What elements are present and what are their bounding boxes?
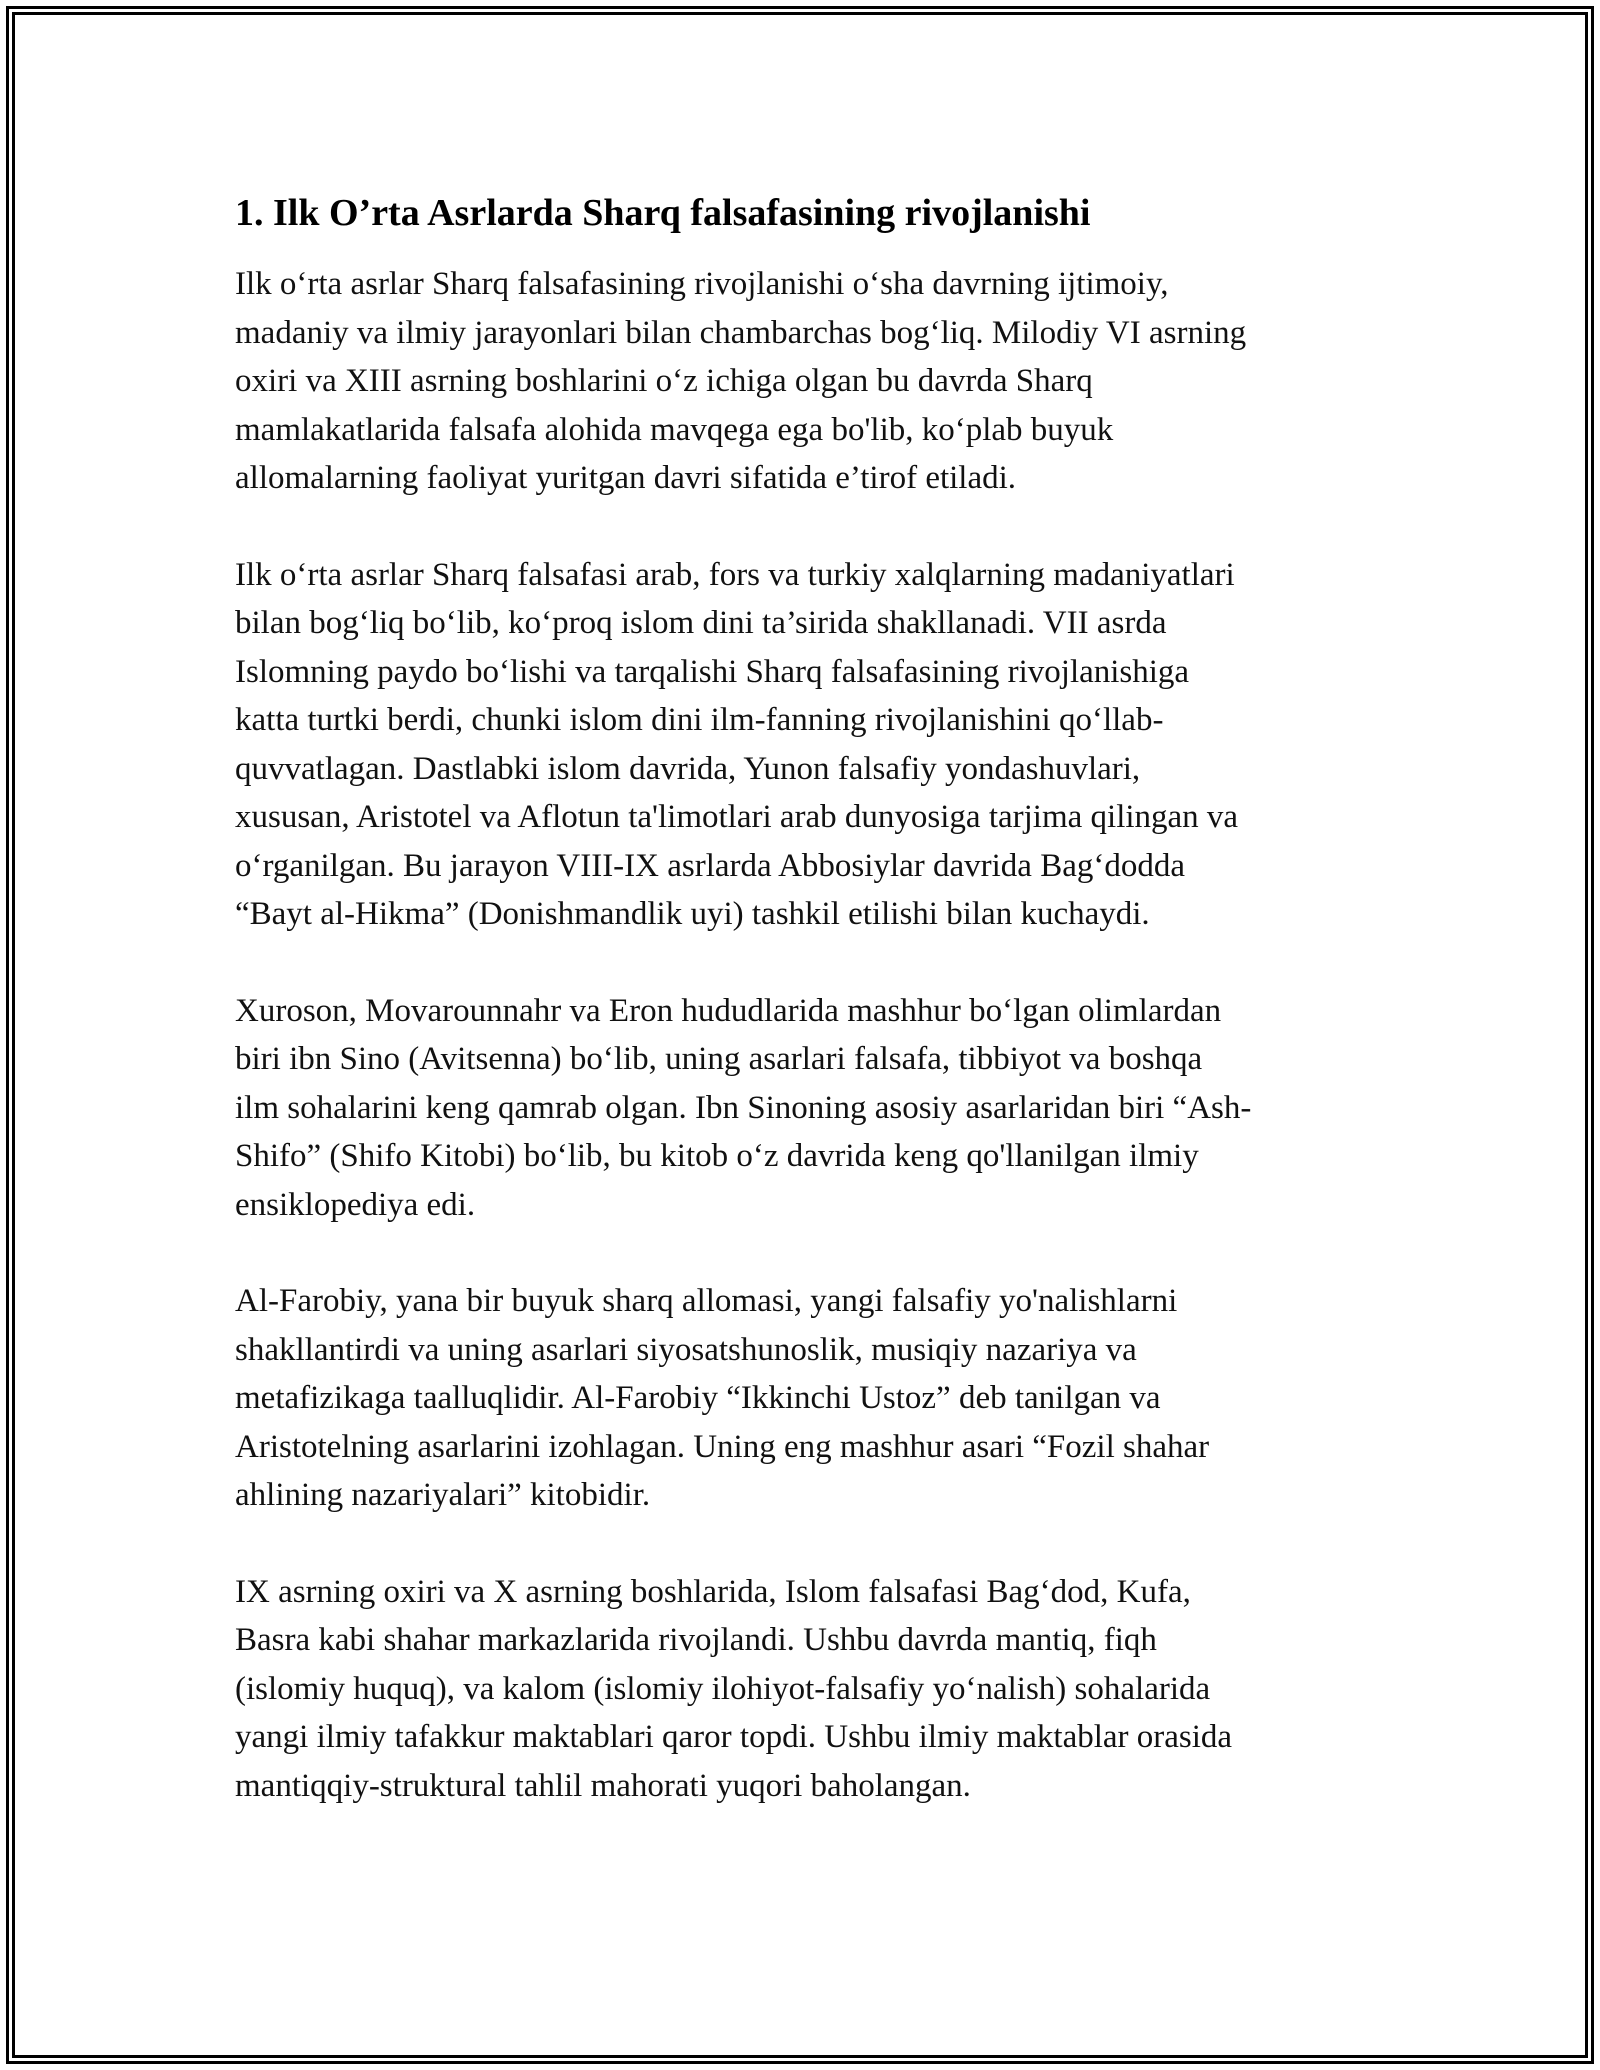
paragraph-4: Al-Farobiy, yana bir buyuk sharq allomasi, yangi falsafiy yo'nalishlarni shakllantirdi va uning asarlari siyosatshunoslik, musiqiy nazariya va metafizikaga taalluqlidir. Al-Farobiy “Ikkinchi Ustoz” deb tanilgan va Aristotelning asarlarini izohlagan. Uning eng mashhur asari “Fozil shahar ahlining nazariyalari” kitobidir.: [235, 1283, 1210, 1513]
document-body: [235, 186, 1365, 1858]
section-heading: 1. Ilk O’rta Asrlarda Sharq falsafasining rivojlanishi: [235, 192, 1091, 234]
paragraph-5: IX asrning oxiri va X asrning boshlarida, Islom falsafasi Bag‘dod, Kufa, Basra kabi shahar markazlarida rivojlandi. Ushbu davrda mantiq, fiqh (islomiy huquq), va kalom (islomiy ilohiyot-falsafiy yo‘nalish) sohalarida yangi ilmiy tafakkur maktablari qaror topdi. Ushbu ilmiy maktablar orasida mantiqqiy-struktural tahlil mahorati yuqori baholangan.: [235, 1573, 1233, 1804]
paragraph-1: Ilk o‘rta asrlar Sharq falsafasining rivojlanishi o‘sha davrning ijtimoiy, madaniy va ilmiy jarayonlari bilan chambarchas bog‘liq. Milodiy VI asrning oxiri va XIII asrning boshlarini o‘z ichiga olgan bu davrda Sharq mamlakatlarida falsafa alohida mavqega ega bo'lib, ko‘plab buyuk allomalarning faoliyat yuritgan davri sifatida e’tirof etiladi.: [235, 266, 1247, 496]
paragraph-3: Xuroson, Movarounnahr va Eron hududlarida mashhur bo‘lgan olimlardan biri ibn Sino (Avitsenna) bo‘lib, uning asarlari falsafa, tibbiyot va boshqa ilm sohalarini keng qamrab olgan. Ibn Sinoning asosiy asarlaridan biri “Ash- Shifo” (Shifo Kitobi) bo‘lib, bu kitob o‘z davrida keng qo'llanilgan ilmiy ensiklopediya edi.: [235, 992, 1252, 1223]
paragraph-2: Ilk o‘rta asrlar Sharq falsafasi arab, fors va turkiy xalqlarning madaniyatlari bilan bog‘liq bo‘lib, ko‘proq islom dini ta’sirida shakllanadi. VII asrda Islomning paydo bo‘lishi va tarqalishi Sharq falsafasining rivojlanishiga katta turtki berdi, chunki islom dini ilm-fanning rivojlanishini qo‘llab- quvvatlagan. Dastlabki islom davrida, Yunon falsafiy yondashuvlari, xususan, Aristotel va Aflotun ta'limotlari arab dunyosiga tarjima qilingan va o‘rganilgan. Bu jarayon VIII-IX asrlarda Abbosiylar davrida Bag‘dodda “Bayt al-Hikma” (Donishmandlik uyi) tashkil etilishi bilan kuchaydi.: [235, 556, 1239, 932]
